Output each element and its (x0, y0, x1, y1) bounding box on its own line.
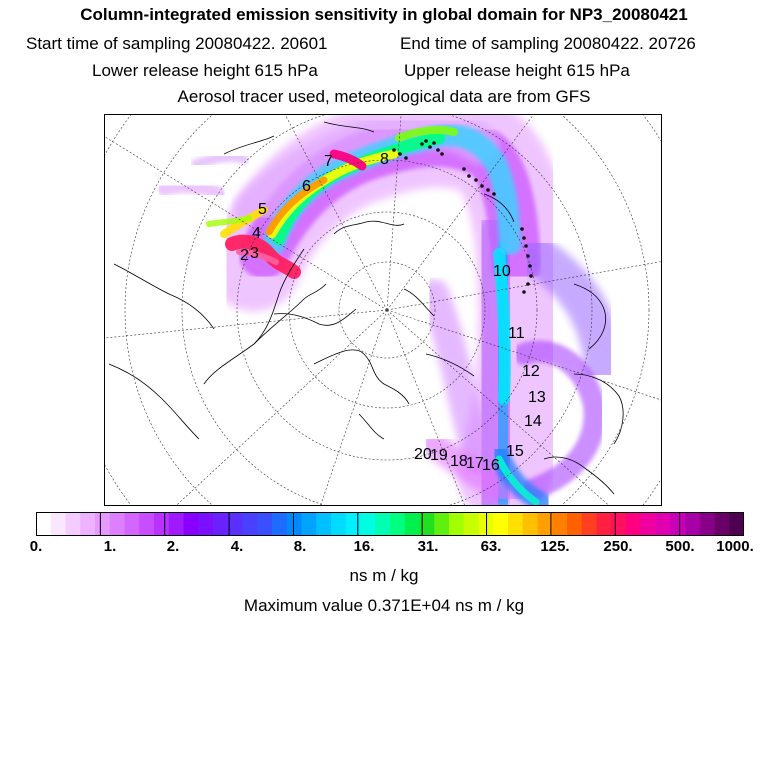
colorbar-tick-label: 16. (353, 538, 375, 555)
colorbar-swatch (493, 512, 508, 536)
colorbar-swatch (272, 512, 287, 536)
colorbar-swatch (552, 512, 567, 536)
colorbar-swatch (139, 512, 154, 536)
tracer-info-label: Aerosol tracer used, meteorological data are from GFS (177, 87, 591, 106)
colorbar-swatch (582, 512, 597, 536)
plot-title: Column-integrated emission sensitivity in global domain for NP3_20080421 (80, 5, 688, 24)
colorbar-tick-label: 125. (540, 538, 570, 555)
colorbar-swatch (715, 512, 730, 536)
colorbar-swatch (390, 512, 405, 536)
colorbar-swatch (302, 512, 317, 536)
colorbar-tick-label: 8. (293, 538, 307, 555)
colorbar-swatch (125, 512, 140, 536)
colorbar-swatch (80, 512, 95, 536)
day-label: 2 (240, 247, 249, 264)
colorbar-swatch (36, 512, 51, 536)
day-label: 8 (380, 151, 389, 168)
colorbar-units-label: ns m / kg (349, 566, 419, 585)
colorbar-swatch (361, 512, 376, 536)
colorbar-swatch (228, 512, 243, 536)
day-label: 5 (258, 201, 267, 218)
colorbar-swatch (331, 512, 346, 536)
day-label: 18 (450, 453, 468, 470)
colorbar-swatch (95, 512, 110, 536)
colorbar-tick-label: 2. (166, 538, 180, 555)
colorbar (36, 512, 744, 536)
colorbar-tick-label: 63. (480, 538, 502, 555)
day-label: 7 (324, 153, 333, 170)
colorbar-swatch (66, 512, 81, 536)
colorbar-swatch (567, 512, 582, 536)
map-panel (104, 114, 662, 506)
day-label: 15 (506, 443, 524, 460)
colorbar-swatch (611, 512, 626, 536)
colorbar-swatch (434, 512, 449, 536)
start-time-label: Start time of sampling 20080422. 20601 (26, 34, 328, 53)
colorbar-swatch (375, 512, 390, 536)
colorbar-tick-label: 250. (603, 538, 633, 555)
colorbar-tick-label: 500. (665, 538, 695, 555)
day-label: 19 (430, 447, 448, 464)
day-label: 20 (414, 446, 432, 463)
upper-release-height-label: Upper release height 615 hPa (404, 61, 630, 80)
colorbar-swatch (243, 512, 258, 536)
colorbar-swatch (656, 512, 671, 536)
colorbar-tick-label: 0. (29, 538, 43, 555)
colorbar-swatch (184, 512, 199, 536)
maximum-value-label: Maximum value 0.371E+04 ns m / kg (243, 596, 525, 615)
colorbar-swatch (405, 512, 420, 536)
day-label: 16 (482, 457, 500, 474)
colorbar-swatches (36, 512, 744, 536)
lower-release-height-label: Lower release height 615 hPa (92, 61, 318, 80)
colorbar-swatch (700, 512, 715, 536)
day-label: 13 (528, 389, 546, 406)
day-label: 3 (250, 245, 259, 262)
colorbar-swatch (449, 512, 464, 536)
colorbar-swatch (169, 512, 184, 536)
day-label: 4 (252, 225, 261, 242)
colorbar-tick-label: 4. (230, 538, 244, 555)
colorbar-swatch (597, 512, 612, 536)
colorbar-tick-label: 1000. (716, 538, 754, 555)
colorbar-swatch (110, 512, 125, 536)
day-label: 17 (466, 455, 484, 472)
day-label: 14 (524, 413, 542, 430)
colorbar-swatch (51, 512, 66, 536)
colorbar-swatch (685, 512, 700, 536)
day-label: 12 (522, 363, 540, 380)
colorbar-swatch (316, 512, 331, 536)
polar-map (104, 114, 662, 506)
colorbar-swatch (287, 512, 302, 536)
day-label: 10 (493, 263, 511, 280)
colorbar-swatch (729, 512, 744, 536)
colorbar-swatch (670, 512, 685, 536)
day-label: 11 (508, 325, 525, 342)
colorbar-swatch (523, 512, 538, 536)
colorbar-swatch (346, 512, 361, 536)
colorbar-tick-label: 31. (417, 538, 439, 555)
day-label: 6 (302, 178, 311, 195)
colorbar-swatch (464, 512, 479, 536)
colorbar-swatch (626, 512, 641, 536)
colorbar-swatch (213, 512, 228, 536)
end-time-label: End time of sampling 20080422. 20726 (400, 34, 696, 53)
colorbar-tick-label: 1. (103, 538, 117, 555)
colorbar-swatch (154, 512, 169, 536)
colorbar-swatch (257, 512, 272, 536)
colorbar-swatch (198, 512, 213, 536)
colorbar-swatch (508, 512, 523, 536)
colorbar-swatch (641, 512, 656, 536)
